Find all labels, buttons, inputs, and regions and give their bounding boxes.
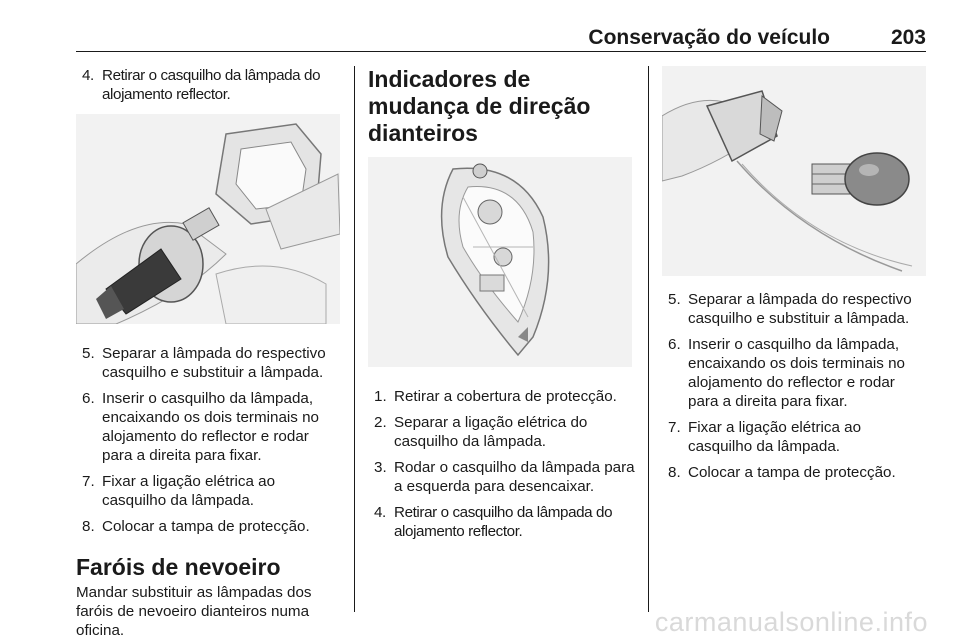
page-title: Conservação do veículo	[588, 26, 830, 49]
list-item: 7. Fixar a ligação elétrica ao casquilho da lâmpada.	[82, 473, 276, 509]
steps-list	[662, 290, 928, 482]
page-number: 203	[890, 26, 926, 49]
list-item: 7. Fixar a ligação elétrica ao casquilho da lâmpada.	[668, 419, 862, 455]
indicator-lamp-illustration	[368, 157, 632, 367]
list-item: 8. Colocar a tampa de protecção.	[668, 464, 896, 481]
list-item: 4. Retirar o casquilho da lâmpada do alojamento reflector.	[374, 504, 613, 540]
steps-list	[368, 387, 636, 541]
section-heading-fog: Faróis de nevoeiro	[76, 554, 281, 580]
column-divider-2	[648, 66, 649, 612]
fog-paragraph: Mandar substituir as lâmpadas dos faróis de nevoeiro dianteiros numa oficina.	[76, 584, 312, 639]
list-item: 5. Separar a lâmpada do respectivo casquilho e substituir a lâmpada.	[668, 291, 912, 327]
list-item: 5. Separar a lâmpada do respectivo casquilho e substituir a lâmpada.	[82, 345, 326, 381]
section-heading-indicators: Indicadores de mudança de direção dianteiros	[368, 66, 591, 146]
steps-list	[76, 344, 342, 536]
column-1	[76, 66, 342, 640]
list-item: 1. Retirar a cobertura de protecção.	[374, 388, 617, 405]
list-item: 6. Inserir o casquilho da lâmpada, encaixando os dois terminais no alojamento do reflector e rodar para a direita para fixar.	[82, 390, 319, 464]
list-item: 2. Separar a ligação elétrica do casquilho da lâmpada.	[374, 414, 588, 450]
list-item: 3. Rodar o casquilho da lâmpada para a esquerda para desencaixar.	[374, 459, 635, 495]
list-item: 8. Colocar a tampa de protecção.	[82, 518, 310, 535]
column-2	[368, 66, 636, 548]
steps-list-top	[76, 66, 342, 104]
list-item: 6. Inserir o casquilho da lâmpada, encaixando os dois terminais no alojamento do reflector e rodar para a direita para fixar.	[668, 336, 905, 410]
column-3	[662, 66, 928, 489]
column-divider-1	[354, 66, 355, 612]
header-rule	[76, 51, 926, 52]
page-header	[76, 26, 926, 52]
list-item: 4. Retirar o casquilho da lâmpada do alojamento reflector.	[82, 67, 321, 103]
bulb-replacement-illustration	[662, 66, 926, 276]
watermark: carmanualsonline.info	[654, 607, 928, 637]
bulb-holder-illustration	[76, 114, 340, 324]
